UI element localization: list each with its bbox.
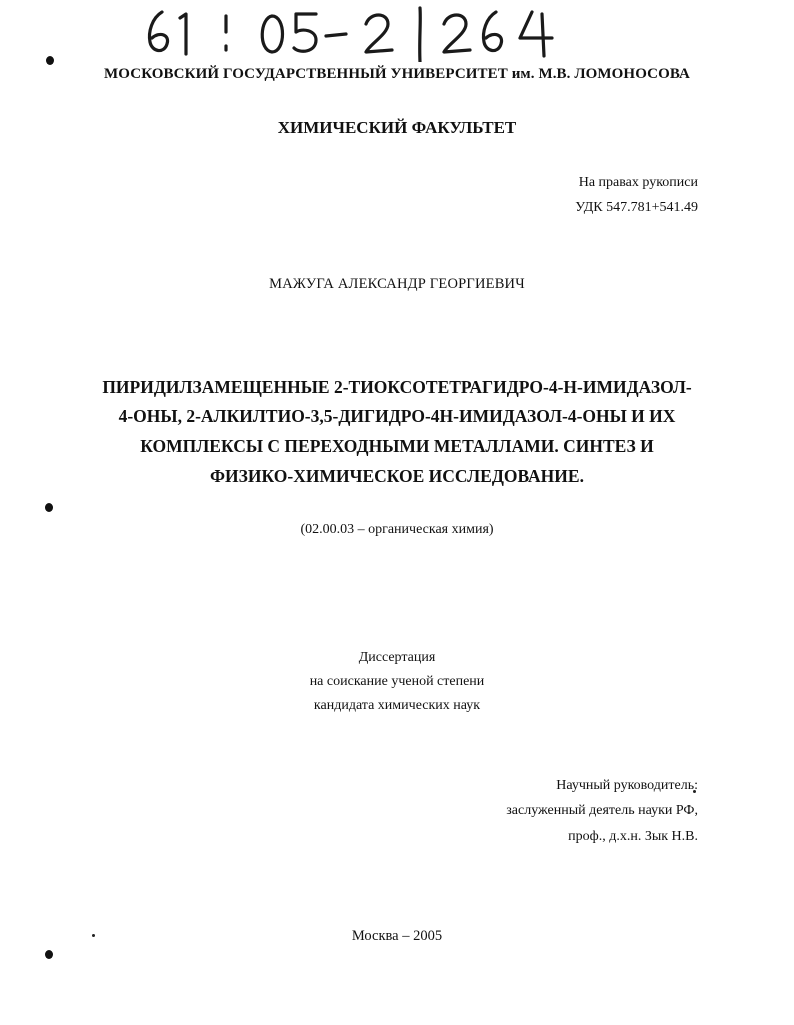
- thesis-title-line: ПИРИДИЛЗАМЕЩЕННЫЕ 2-ТИОКСОТЕТРАГИДРО-4-Н-ИМИДАЗОЛ-: [102, 377, 692, 397]
- udk-code: УДК 547.781+541.49: [575, 200, 698, 215]
- faculty-name: ХИМИЧЕСКИЙ ФАКУЛЬТЕТ: [277, 118, 517, 137]
- dissertation-label: Диссертация: [358, 650, 436, 665]
- thesis-title-line: КОМПЛЕКСЫ С ПЕРЕХОДНЫМИ МЕТАЛЛАМИ. СИНТЕЗ И: [140, 436, 654, 456]
- specialty-code: (02.00.03 – органическая химия): [300, 522, 494, 537]
- punch-hole-bottom: [45, 950, 53, 959]
- city-year: Москва – 2005: [351, 928, 443, 944]
- supervisor-title: заслуженный деятель науки РФ,: [506, 803, 698, 818]
- supervisor-label: Научный руководитель:: [556, 778, 698, 793]
- degree-line: на соискание ученой степени: [309, 674, 485, 689]
- thesis-title-line: 4-ОНЫ, 2-АЛКИЛТИО-3,5-ДИГИДРО-4Н-ИМИДАЗОЛ-4-ОНЫ И ИХ: [118, 406, 676, 426]
- author-name: МАЖУГА АЛЕКСАНДР ГЕОРГИЕВИЧ: [269, 276, 525, 292]
- university-name: МОСКОВСКИЙ ГОСУДАРСТВЕННЫЙ УНИВЕРСИТЕТ им. М.В. ЛОМОНОСОВА: [104, 66, 690, 82]
- punch-hole-top: [46, 56, 54, 65]
- punch-hole-middle: [45, 503, 53, 512]
- manuscript-rights: На правах рукописи: [578, 175, 698, 190]
- degree-line: кандидата химических наук: [313, 698, 481, 713]
- thesis-title-line: ФИЗИКО-ХИМИЧЕСКОЕ ИССЛЕДОВАНИЕ.: [210, 466, 584, 486]
- supervisor-name: проф., д.х.н. Зык Н.В.: [568, 829, 698, 844]
- handwritten-archive-number: [140, 4, 580, 62]
